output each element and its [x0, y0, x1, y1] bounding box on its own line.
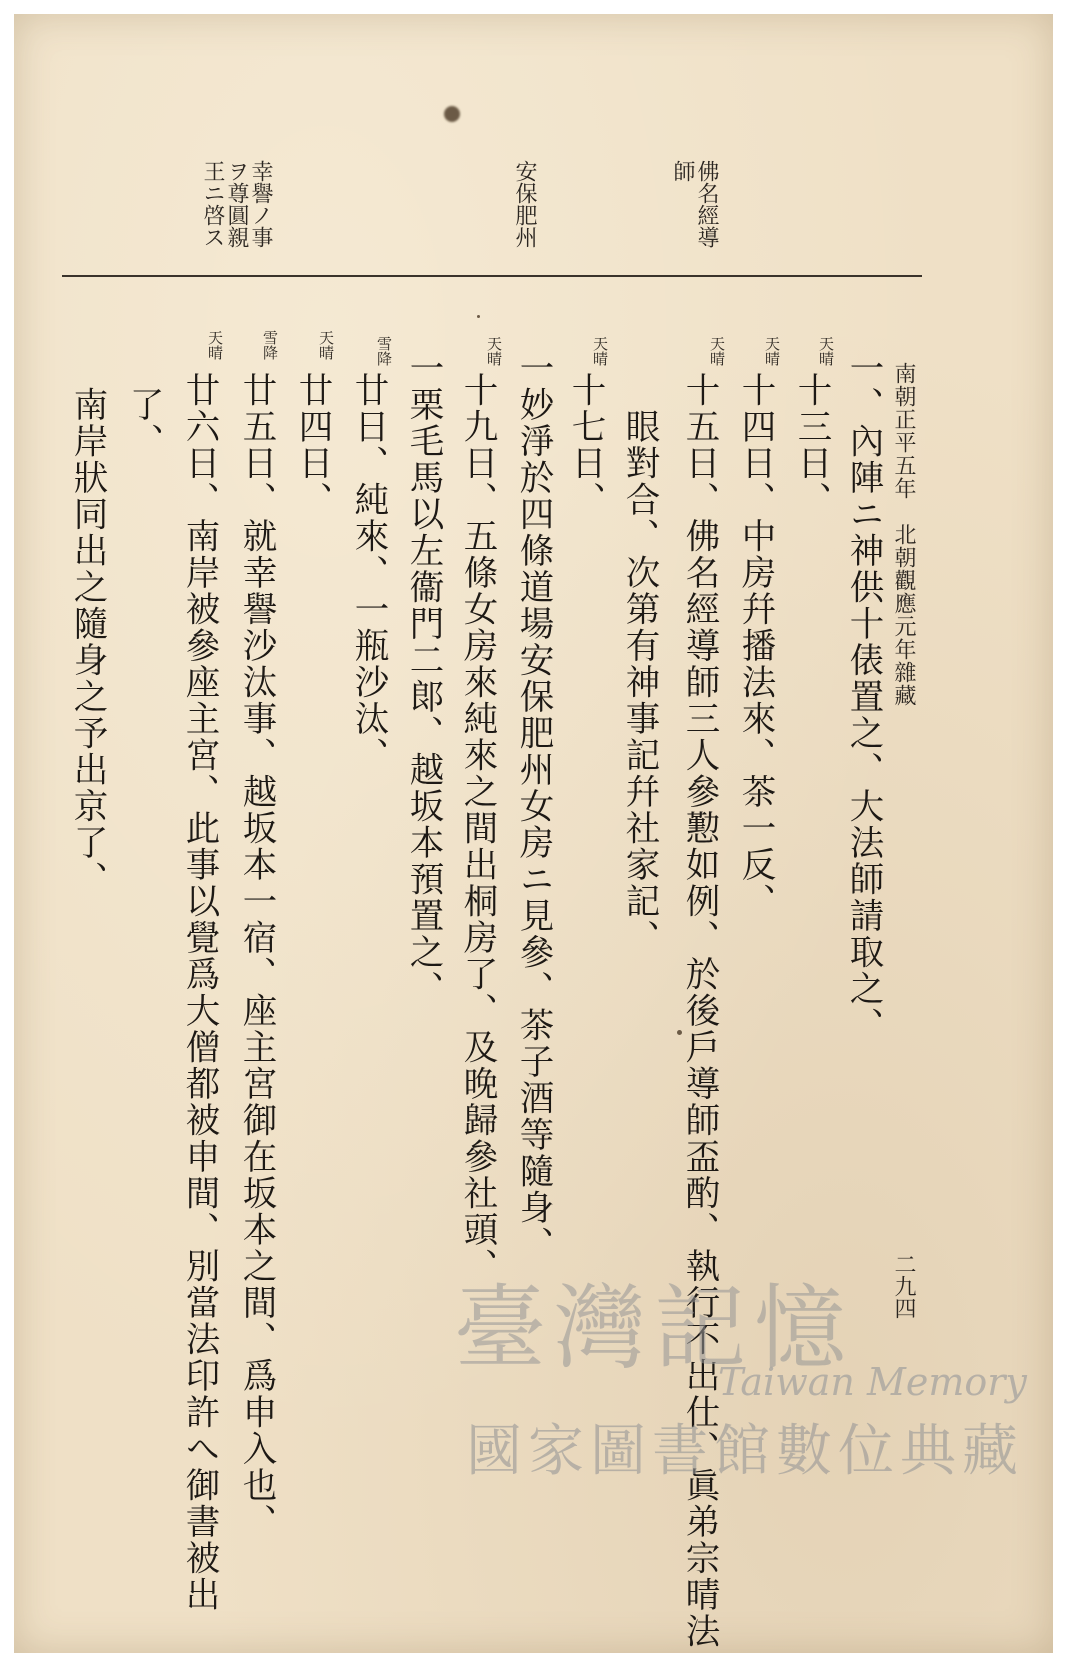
margin-note-3 — [200, 160, 272, 248]
margin-note-2 — [512, 160, 536, 248]
text-column: 十五日、佛名經導師三人參懃如例、於後戶導師盃酌、執行不出仕、眞弟宗晴法 — [679, 372, 719, 1650]
text-column: 十四日、中房幷播法來、茶一反、 — [735, 372, 775, 920]
text-column: 廿六日、南岸被參座主宮、此事以覺爲大僧都被申間、別當法印許へ御書被出 — [179, 372, 219, 1613]
weather-note: 天晴 — [591, 336, 609, 366]
text-column: 一妙淨於四條道場安保肥州女房ニ見參、茶子酒等隨身、 — [513, 350, 553, 1263]
text-column: 一栗毛馬以左衞門二郞、越坂本預置之、 — [403, 350, 443, 1007]
ink-dot — [477, 315, 480, 318]
running-header: 南朝正平五年 北朝觀應元年雜藏 — [891, 362, 916, 707]
margin-note-line: 佛名經導 — [694, 160, 719, 248]
text-column: 十九日、五條女房來純來之間出桐房了、及晚歸參社頭、 — [457, 372, 497, 1285]
weather-note: 雪降 — [261, 330, 279, 360]
ink-stain — [444, 106, 460, 122]
text-column: 了、 — [123, 350, 163, 460]
weather-note: 雪降 — [375, 336, 393, 366]
text-column: 十三日、 — [791, 372, 831, 518]
watermark-logo-text: 臺灣記憶 — [454, 1275, 855, 1382]
text-column: 廿五日、就幸譽沙汰事、越坂本一宿、座主宮御在坂本之間、爲申入也、 — [236, 372, 276, 1540]
header-rule — [62, 275, 922, 277]
text-column: 南岸狀同出之隨身之予出京了、 — [67, 350, 107, 898]
weather-note: 天晴 — [317, 330, 335, 360]
text-column: 一、內陣ニ神供十俵置之、大法師請取之、 — [843, 350, 883, 1044]
weather-note: 天晴 — [206, 330, 224, 360]
weather-note: 天晴 — [485, 336, 503, 366]
weather-note: 天晴 — [708, 336, 726, 366]
text-column: 廿日、純來、一瓶沙汰、 — [348, 372, 388, 774]
margin-note-line: 王ニ啓ス — [200, 160, 225, 248]
margin-note-line: 師 — [670, 160, 695, 182]
text-column: 眼對合、次第有神事記幷社家記、 — [619, 372, 659, 956]
weather-note: 天晴 — [817, 336, 835, 366]
watermark-english: Taiwan Memory — [718, 1360, 1027, 1404]
watermark-institution: 國家圖書館數位典藏 — [466, 1419, 1024, 1484]
margin-note-1 — [670, 160, 718, 248]
margin-note-line: ヲ尊圓親 — [224, 160, 249, 248]
weather-note: 天晴 — [763, 336, 781, 366]
text-column: 十七日、 — [565, 372, 605, 518]
text-column: 廿四日、 — [292, 372, 332, 518]
margin-note-line: 幸譽ノ事 — [248, 160, 273, 248]
margin-note-line: 安保肥州 — [512, 160, 537, 248]
page-number: 二九四 — [891, 1253, 916, 1319]
